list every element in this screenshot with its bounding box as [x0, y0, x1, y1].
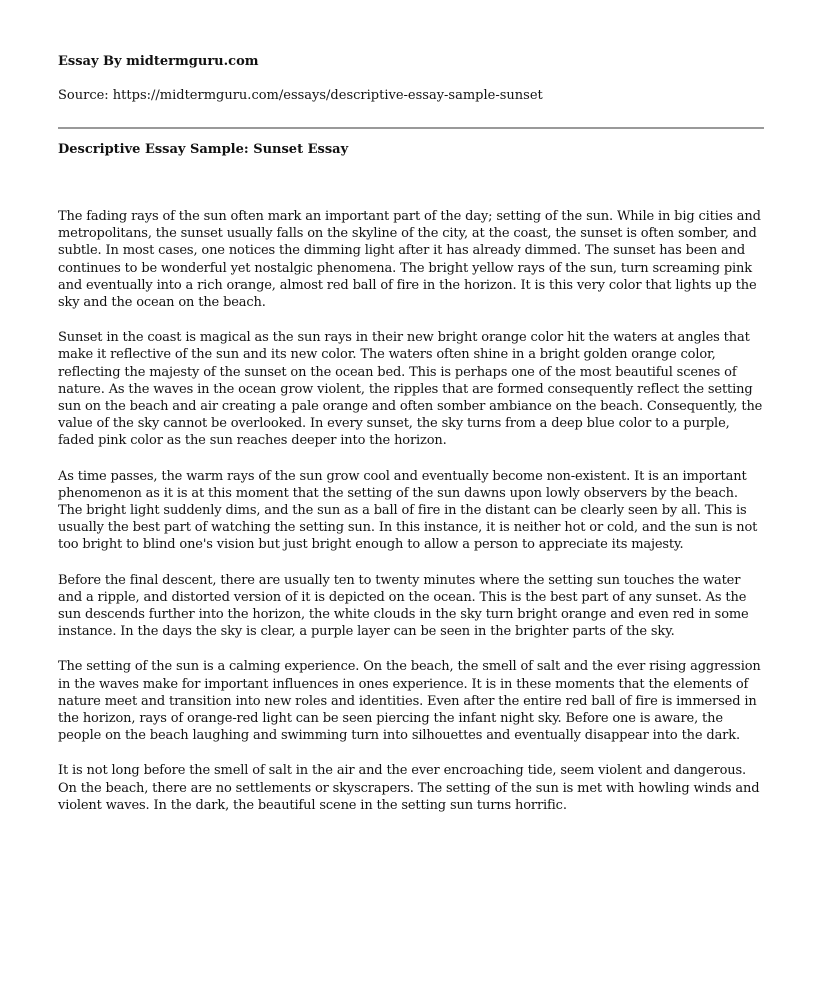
- paragraph: The setting of the sun is a calming experience. On the beach, the smell of salt and the ever rising aggression in the waves make for important influences in ones experience. It is in these moments that the elements of nature meet and transition into new roles and identities. Even after the entire red ball of fire is immersed in the horizon, rays of orange-red light can be seen piercing the infant night sky. Before one is aware, the people on the beach laughing and swimming turn into silhouettes and eventually disappear into the dark.: [58, 659, 761, 744]
- paragraph: Sunset in the coast is magical as the sun rays in their new bright orange color hit the waters at angles that make it reflective of the sun and its new color. The waters often shine in a bright golden orange color, reflecting the majesty of the sunset on the ocean bed. This is perhaps one of the most beautiful scenes of nature. As the waves in the ocean grow violent, the ripples that are formed consequently reflect the setting sun on the beach and air creating a pale orange and often somber ambiance on the beach. Consequently, the value of the sky cannot be overlooked. In every sunset, the sky turns from a deep blue color to a purple, faded pink color as the sun reaches deeper into the horizon.: [58, 330, 763, 449]
- source-url: Source: https://midtermguru.com/essays/descriptive-essay-sample-sunset: [58, 88, 543, 103]
- paragraph: It is not long before the smell of salt in the air and the ever encroaching tide, seem violent and dangerous. On the beach, there are no settlements or skyscrapers. The setting of the sun is met with howling winds and violent waves. In the dark, the beautiful scene in the setting sun turns horrific.: [58, 763, 760, 813]
- essay-title: Descriptive Essay Sample: Sunset Essay: [58, 142, 349, 157]
- paragraph: The fading rays of the sun often mark an important part of the day; setting of the sun. While in big cities and metropolitans, the sunset usually falls on the skyline of the city, at the coast, the sunset is often somber, and subtle. In most cases, one notices the dimming light after it has already dimmed. The sunset has been and continues to be wonderful yet nostalgic phenomena. The bright yellow rays of the sun, turn screaming pink and eventually into a rich orange, almost red ball of fire in the horizon. It is this very color that lights up the sky and the ocean on the beach.: [58, 209, 761, 311]
- site-attribution: Essay By midtermguru.com: [58, 54, 259, 69]
- divider: [58, 127, 764, 129]
- essay-body: [58, 208, 764, 832]
- paragraph: Before the final descent, there are usually ten to twenty minutes where the setting sun touches the water and a ripple, and distorted version of it is depicted on the ocean. This is the best part of any sunset. As the sun descends further into the horizon, the white clouds in the sky turn bright orange and even red in some instance. In the days the sky is clear, a purple layer can be seen in the brighter parts of the sky.: [58, 572, 749, 640]
- paragraph: As time passes, the warm rays of the sun grow cool and eventually become non-existent. It is an important phenomenon as it is at this moment that the setting of the sun dawns upon lowly observers by the beach. The bright light suddenly dims, and the sun as a ball of fire in the distant can be clearly seen by all. This is usually the best part of watching the setting sun. In this instance, it is neither hot or cold, and the sun is not too bright to blind one's vision but just bright enough to allow a person to appreciate its majesty.: [58, 468, 758, 553]
